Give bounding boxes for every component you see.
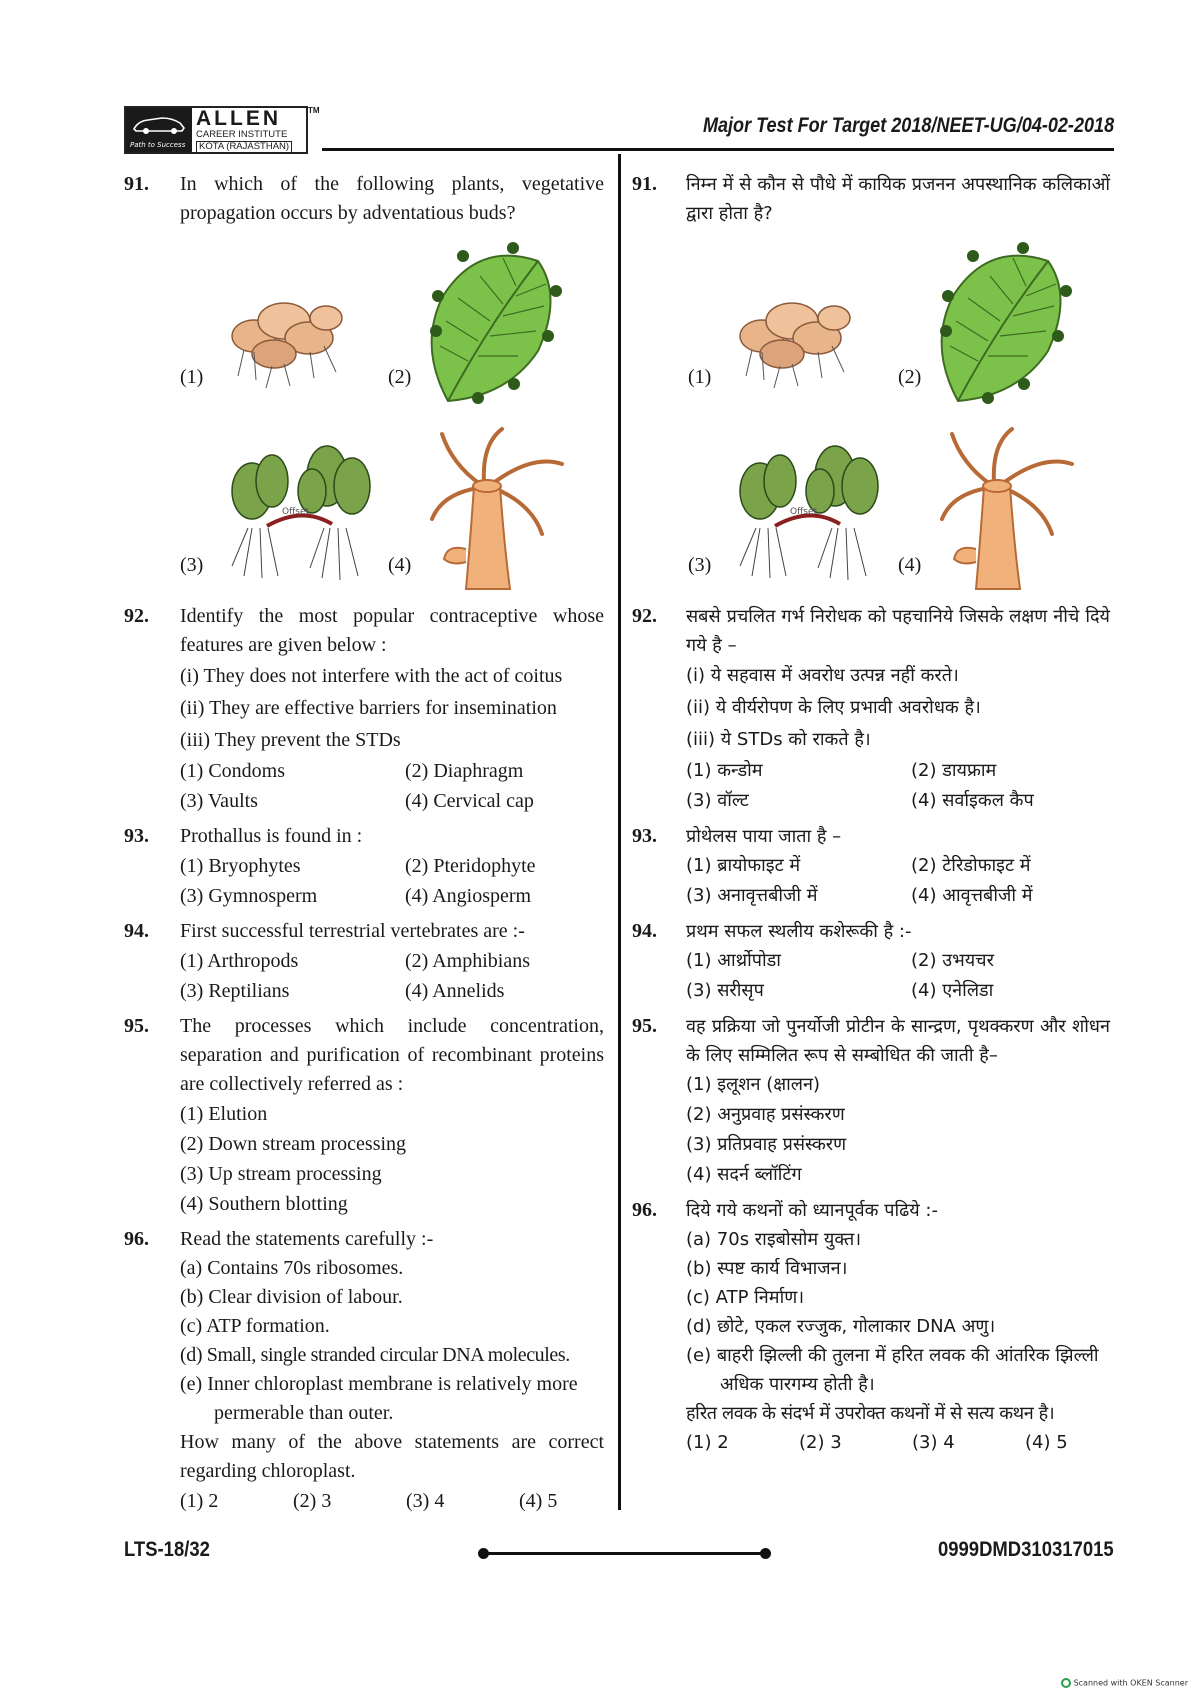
logo-tagline: Path to Success xyxy=(130,141,186,149)
ginger-rhizome-icon xyxy=(214,276,354,396)
question-93-hindi xyxy=(630,822,1110,911)
option-3: (3) Gymnosperm xyxy=(180,885,318,907)
option-1: (1) इलूशन (क्षालन) xyxy=(686,1074,821,1095)
option-1: (1) Condoms xyxy=(180,760,285,782)
figure-label: (4) xyxy=(898,554,922,576)
hindi-column xyxy=(630,170,1110,1464)
question-94 xyxy=(124,917,604,1006)
answer-options xyxy=(686,851,1110,911)
allen-logo xyxy=(124,106,320,154)
question-number: 94. xyxy=(632,920,657,942)
option-4: (4) सदर्न ब्लॉटिंग xyxy=(686,1164,802,1185)
question-text: Prothallus is found in : xyxy=(180,825,363,847)
hydra-budding-icon xyxy=(932,424,1082,594)
bryophyllum-leaf-icon xyxy=(418,236,568,411)
option-3: (3) वॉल्ट xyxy=(686,790,749,811)
page-code: LTS-18/32 xyxy=(124,1538,210,1561)
page-title: Major Test For Target 2018/NEET-UG/04-02-2018 xyxy=(702,114,1114,137)
page-header xyxy=(124,104,1114,152)
feature-point: (iii) ये STDs को राकते है। xyxy=(686,729,871,750)
option-2: (2) Pteridophyte xyxy=(405,855,536,877)
water-hyacinth-offset-icon xyxy=(720,436,900,586)
option-3: (3) अनावृत्तबीजी में xyxy=(686,885,818,906)
option-1: (1) कन्डोम xyxy=(686,760,763,781)
question-ask: हरित लवक के संदर्भ में उपरोक्त कथनों में से सत्य कथन है। xyxy=(686,1403,1055,1424)
option-4: (4) 5 xyxy=(1025,1432,1068,1453)
answer-options xyxy=(686,946,1110,1006)
option-4: (4) 5 xyxy=(519,1490,558,1512)
figure-label: (3) xyxy=(180,554,204,576)
water-hyacinth-offset-icon xyxy=(212,436,392,586)
option-4: (4) आवृत्तबीजी में xyxy=(911,885,1033,906)
question-text: The processes which include concentration, separation and purification of recombinant proteins are collectively referred as : xyxy=(180,1015,604,1095)
question-96-hindi xyxy=(630,1196,1110,1458)
statement: (c) ATP निर्माण। xyxy=(686,1287,805,1308)
offset-label: Offset xyxy=(282,507,310,517)
option-2: (2) 3 xyxy=(293,1490,332,1512)
option-4: (4) Annelids xyxy=(405,980,505,1002)
figure-label: (3) xyxy=(688,554,712,576)
ginger-rhizome-icon xyxy=(722,276,862,396)
question-text: Read the statements carefully :- xyxy=(180,1228,434,1250)
option-2: (2) डायफ्राम xyxy=(911,760,997,781)
question-91 xyxy=(124,170,604,596)
question-94-hindi xyxy=(630,917,1110,1006)
logo-name: ALLEN xyxy=(196,107,281,130)
feature-point: (i) They does not interfere with the act of coitus xyxy=(180,665,563,687)
answer-options xyxy=(180,851,604,911)
question-text: In which of the following plants, vegetative propagation occurs by adventatious buds? xyxy=(180,173,604,224)
option-1: (1) ब्रायोफाइट में xyxy=(686,855,801,876)
logo-subtitle xyxy=(196,130,292,153)
feature-point: (ii) They are effective barriers for insemination xyxy=(180,697,557,719)
option-2: (2) 3 xyxy=(799,1432,842,1453)
question-text: प्रथम सफल स्थलीय कशेरूकी है :- xyxy=(686,921,912,942)
question-95 xyxy=(124,1012,604,1219)
option-2: (2) Diaphragm xyxy=(405,760,524,782)
figure-label: (2) xyxy=(388,366,412,388)
statement: (b) Clear division of labour. xyxy=(180,1286,403,1308)
question-text: दिये गये कथनों को ध्यानपूर्वक पढिये :- xyxy=(686,1200,938,1221)
answer-options xyxy=(180,946,604,1006)
logo-line1: CAREER INSTITUTE xyxy=(196,129,288,140)
question-number: 96. xyxy=(124,1228,149,1250)
option-2: (2) Down stream processing xyxy=(180,1133,407,1155)
option-2: (2) Amphibians xyxy=(405,950,530,972)
answer-options xyxy=(686,1428,1110,1458)
option-2: (2) उभयचर xyxy=(911,950,994,971)
option-4: (4) सर्वाइकल कैप xyxy=(911,790,1034,811)
option-1: (1) Arthropods xyxy=(180,950,299,972)
feature-point: (i) ये सहवास में अवरोध उत्पन्न नहीं करते। xyxy=(686,665,959,686)
statement: (c) ATP formation. xyxy=(180,1315,330,1337)
option-1: (1) Elution xyxy=(180,1103,268,1125)
scanner-logo-icon xyxy=(1061,1678,1071,1688)
option-2: (2) अनुप्रवाह प्रसंस्करण xyxy=(686,1104,845,1125)
question-number: 95. xyxy=(632,1015,657,1037)
question-ask: How many of the above statements are correct regarding chloroplast. xyxy=(180,1431,604,1482)
question-number: 93. xyxy=(632,825,657,847)
figure-label: (2) xyxy=(898,366,922,388)
question-92 xyxy=(124,602,604,816)
header-divider xyxy=(322,148,1114,151)
bryophyllum-leaf-icon xyxy=(928,236,1078,411)
hydra-budding-icon xyxy=(422,424,572,594)
question-93 xyxy=(124,822,604,911)
option-4: (4) Angiosperm xyxy=(405,885,532,907)
option-3: (3) सरीसृप xyxy=(686,980,764,1001)
scanner-watermark xyxy=(1061,1678,1188,1688)
offset-label: Offset xyxy=(790,507,818,517)
scanner-text: Scanned with OKEN Scanner xyxy=(1073,1678,1188,1688)
statement: (a) Contains 70s ribosomes. xyxy=(180,1257,404,1279)
statement: (d) Small, single stranded circular DNA molecules. xyxy=(180,1344,570,1366)
option-4: (4) Cervical cap xyxy=(405,790,534,812)
answer-options xyxy=(180,1486,604,1516)
question-text: सबसे प्रचलित गर्भ निरोधक को पहचानिये जिसके लक्षण नीचे दिये गये है – xyxy=(686,606,1110,656)
option-4: (4) एनेलिडा xyxy=(911,980,994,1001)
option-1: (1) 2 xyxy=(686,1432,729,1453)
question-number: 92. xyxy=(632,605,657,627)
question-text: Identify the most popular contraceptive whose features are given below : xyxy=(180,605,604,656)
question-92-hindi xyxy=(630,602,1110,816)
statement: (e) Inner chloroplast membrane is relatively more permerable than outer. xyxy=(180,1373,578,1424)
question-number: 96. xyxy=(632,1199,657,1221)
footer-dot-left xyxy=(478,1548,489,1559)
question-number: 93. xyxy=(124,825,149,847)
logo-line2: KOTA (RAJASTHAN) xyxy=(196,141,292,153)
question-text: First successful terrestrial vertebrates are :- xyxy=(180,920,525,942)
english-column xyxy=(124,170,604,1522)
figure-options xyxy=(630,236,1110,596)
statement: (b) स्पष्ट कार्य विभाजन। xyxy=(686,1258,848,1279)
option-1: (1) आर्थ्रोपोडा xyxy=(686,950,781,971)
footer-dot-right xyxy=(760,1548,771,1559)
option-3: (3) 4 xyxy=(912,1432,955,1453)
option-3: (3) Reptilians xyxy=(180,980,290,1002)
statement: (a) 70s राइबोसोम युक्त। xyxy=(686,1229,862,1250)
logo-trademark: TM xyxy=(308,106,320,115)
feature-point: (ii) ये वीर्यरोपण के लिए प्रभावी अवरोधक है। xyxy=(686,697,981,718)
question-text: प्रोथेलस पाया जाता है – xyxy=(686,826,842,847)
question-95-hindi xyxy=(630,1012,1110,1190)
option-4: (4) Southern blotting xyxy=(180,1193,348,1215)
question-number: 94. xyxy=(124,920,149,942)
answer-options xyxy=(686,756,1110,816)
question-96 xyxy=(124,1225,604,1516)
option-3: (3) प्रतिप्रवाह प्रसंस्करण xyxy=(686,1134,847,1155)
option-3: (3) Vaults xyxy=(180,790,258,812)
statement: (e) बाहरी झिल्ली की तुलना में हरित लवक की आंतरिक झिल्ली अधिक पारगम्य होती है। xyxy=(686,1345,1099,1395)
question-text: वह प्रक्रिया जो पुनर्योजी प्रोटीन के सान्द्रण, पृथक्करण और शोधन के लिए सम्मिलित रूप से सम्बोधित की जाती है– xyxy=(686,1016,1110,1066)
figure-label: (4) xyxy=(388,554,412,576)
paper-code: 0999DMD310317015 xyxy=(938,1538,1114,1561)
option-1: (1) Bryophytes xyxy=(180,855,301,877)
statement: (d) छोटे, एकल रज्जुक, गोलाकार DNA अणु। xyxy=(686,1316,996,1337)
question-91-hindi xyxy=(630,170,1110,596)
question-number: 91. xyxy=(632,173,657,195)
feature-point: (iii) They prevent the STDs xyxy=(180,729,401,751)
footer-divider xyxy=(484,1552,768,1555)
answer-options xyxy=(180,756,604,816)
question-number: 91. xyxy=(124,173,149,195)
column-divider xyxy=(618,154,621,1510)
option-2: (2) टेरिडोफाइट में xyxy=(911,855,1031,876)
figure-label: (1) xyxy=(688,366,712,388)
option-3: (3) Up stream processing xyxy=(180,1163,382,1185)
option-3: (3) 4 xyxy=(406,1490,445,1512)
question-number: 92. xyxy=(124,605,149,627)
car-emblem-icon xyxy=(126,108,192,152)
option-1: (1) 2 xyxy=(180,1490,219,1512)
figure-options xyxy=(124,236,604,596)
figure-label: (1) xyxy=(180,366,204,388)
question-number: 95. xyxy=(124,1015,149,1037)
question-text: निम्न में से कौन से पौधे में कायिक प्रजनन अपस्थानिक कलिकाओं द्वारा होता है? xyxy=(686,174,1110,224)
